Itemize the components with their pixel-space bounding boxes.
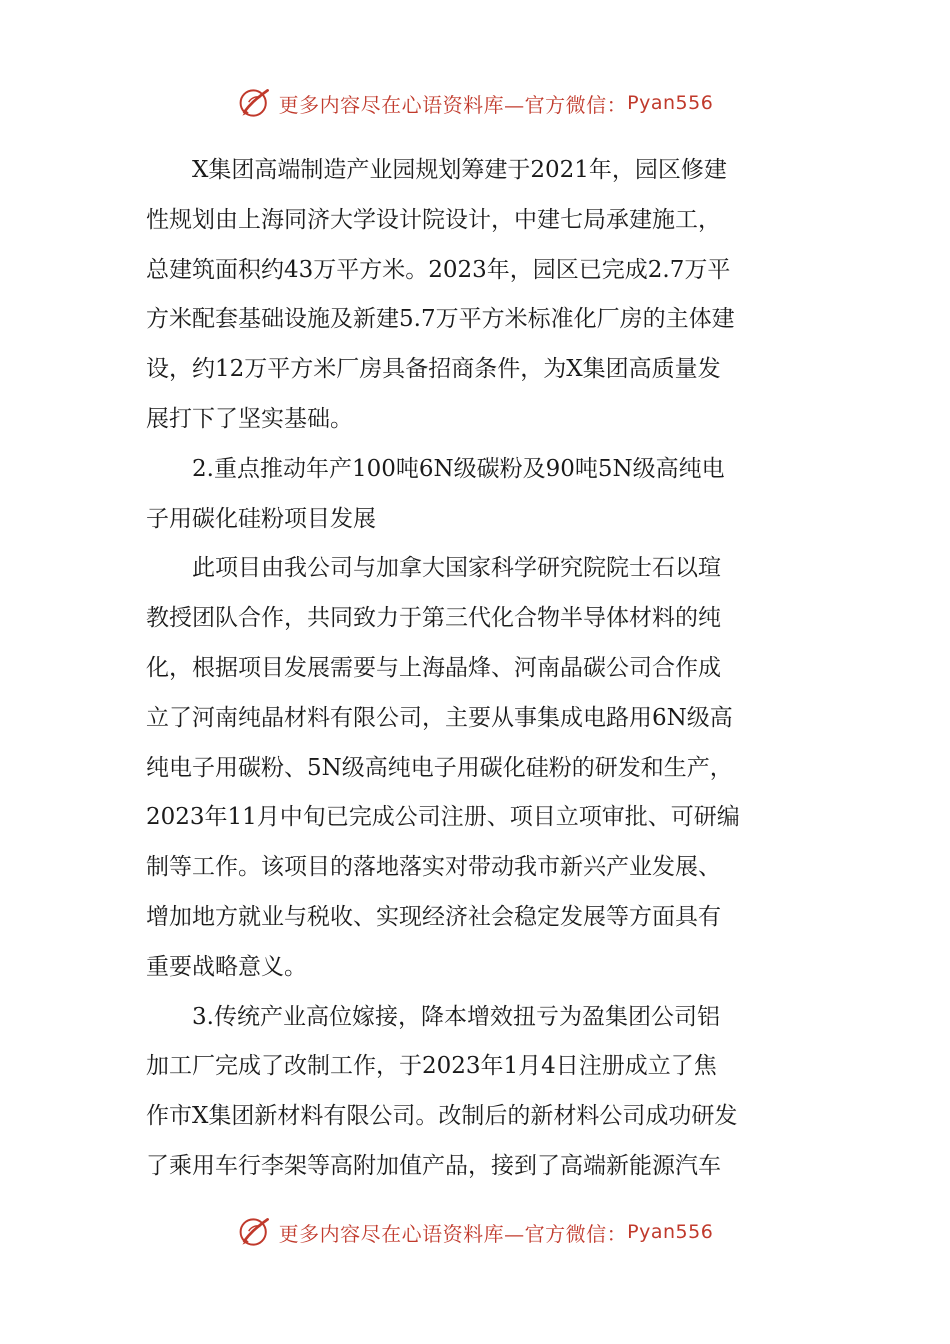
section-heading-line: 子用碳化硅粉项目发展: [146, 505, 376, 532]
text-line: 作市X集团新材料有限公司。改制后的新材料公司成功研发: [146, 1103, 738, 1130]
watermark-text: 更多内容尽在心语资料库—官方微信：: [278, 92, 628, 117]
pen-logo-icon: [237, 1214, 273, 1250]
text-line: 立了河南纯晶材料有限公司，主要从事集成电路用6N级高: [146, 704, 733, 731]
section-heading-line: 2.重点推动年产100吨6N级碳粉及90吨5N级高纯电: [192, 455, 725, 482]
text-line: 重要战略意义。: [146, 953, 307, 980]
text-line: 2023年11月中旬已完成公司注册、项目立项审批、可研编: [146, 804, 740, 831]
text-line: 加工厂完成了改制工作，于2023年1月4日注册成立了焦: [146, 1053, 717, 1080]
text-line: 总建筑面积约43万平方米。2023年，园区已完成2.7万平: [146, 256, 731, 283]
text-line: 制等工作。该项目的落地落实对带动我市新兴产业发展、: [146, 854, 721, 881]
text-line: X集团高端制造产业园规划筹建于2021年，园区修建: [192, 157, 727, 183]
text-line: 方米配套基础设施及新建5.7万平方米标准化厂房的主体建: [146, 306, 735, 333]
text-line: 展打下了坚实基础。: [146, 405, 353, 432]
text-line: 纯电子用碳粉、5N级高纯电子用碳化硅粉的研发和生产，: [146, 754, 733, 781]
pen-logo-icon: [237, 85, 273, 121]
text-line: 教授团队合作，共同致力于第三代化合物半导体材料的纯: [146, 605, 721, 632]
watermark-text: 更多内容尽在心语资料库—官方微信：: [278, 1221, 628, 1246]
watermark-wechat-id: Pyan556: [627, 92, 714, 114]
text-line: 此项目由我公司与加拿大国家科学研究院院士石以瑄: [192, 555, 721, 582]
watermark-footer: [0, 1212, 950, 1252]
watermark-wechat-id: Pyan556: [627, 1221, 714, 1243]
watermark-header: [0, 83, 950, 123]
text-line: 了乘用车行李架等高附加值产品，接到了高端新能源汽车: [146, 1152, 721, 1179]
section-heading-line: 3.传统产业高位嫁接，降本增效扭亏为盈集团公司铝: [192, 1003, 720, 1030]
text-line: 增加地方就业与税收、实现经济社会稳定发展等方面具有: [146, 903, 721, 930]
text-line: 化，根据项目发展需要与上海晶烽、河南晶碳公司合作成: [146, 654, 721, 681]
text-line: 性规划由上海同济大学设计院设计，中建七局承建施工，: [146, 206, 721, 233]
document-body: [146, 146, 811, 1192]
text-line: 设，约12万平方米厂房具备招商条件，为X集团高质量发: [146, 356, 721, 383]
